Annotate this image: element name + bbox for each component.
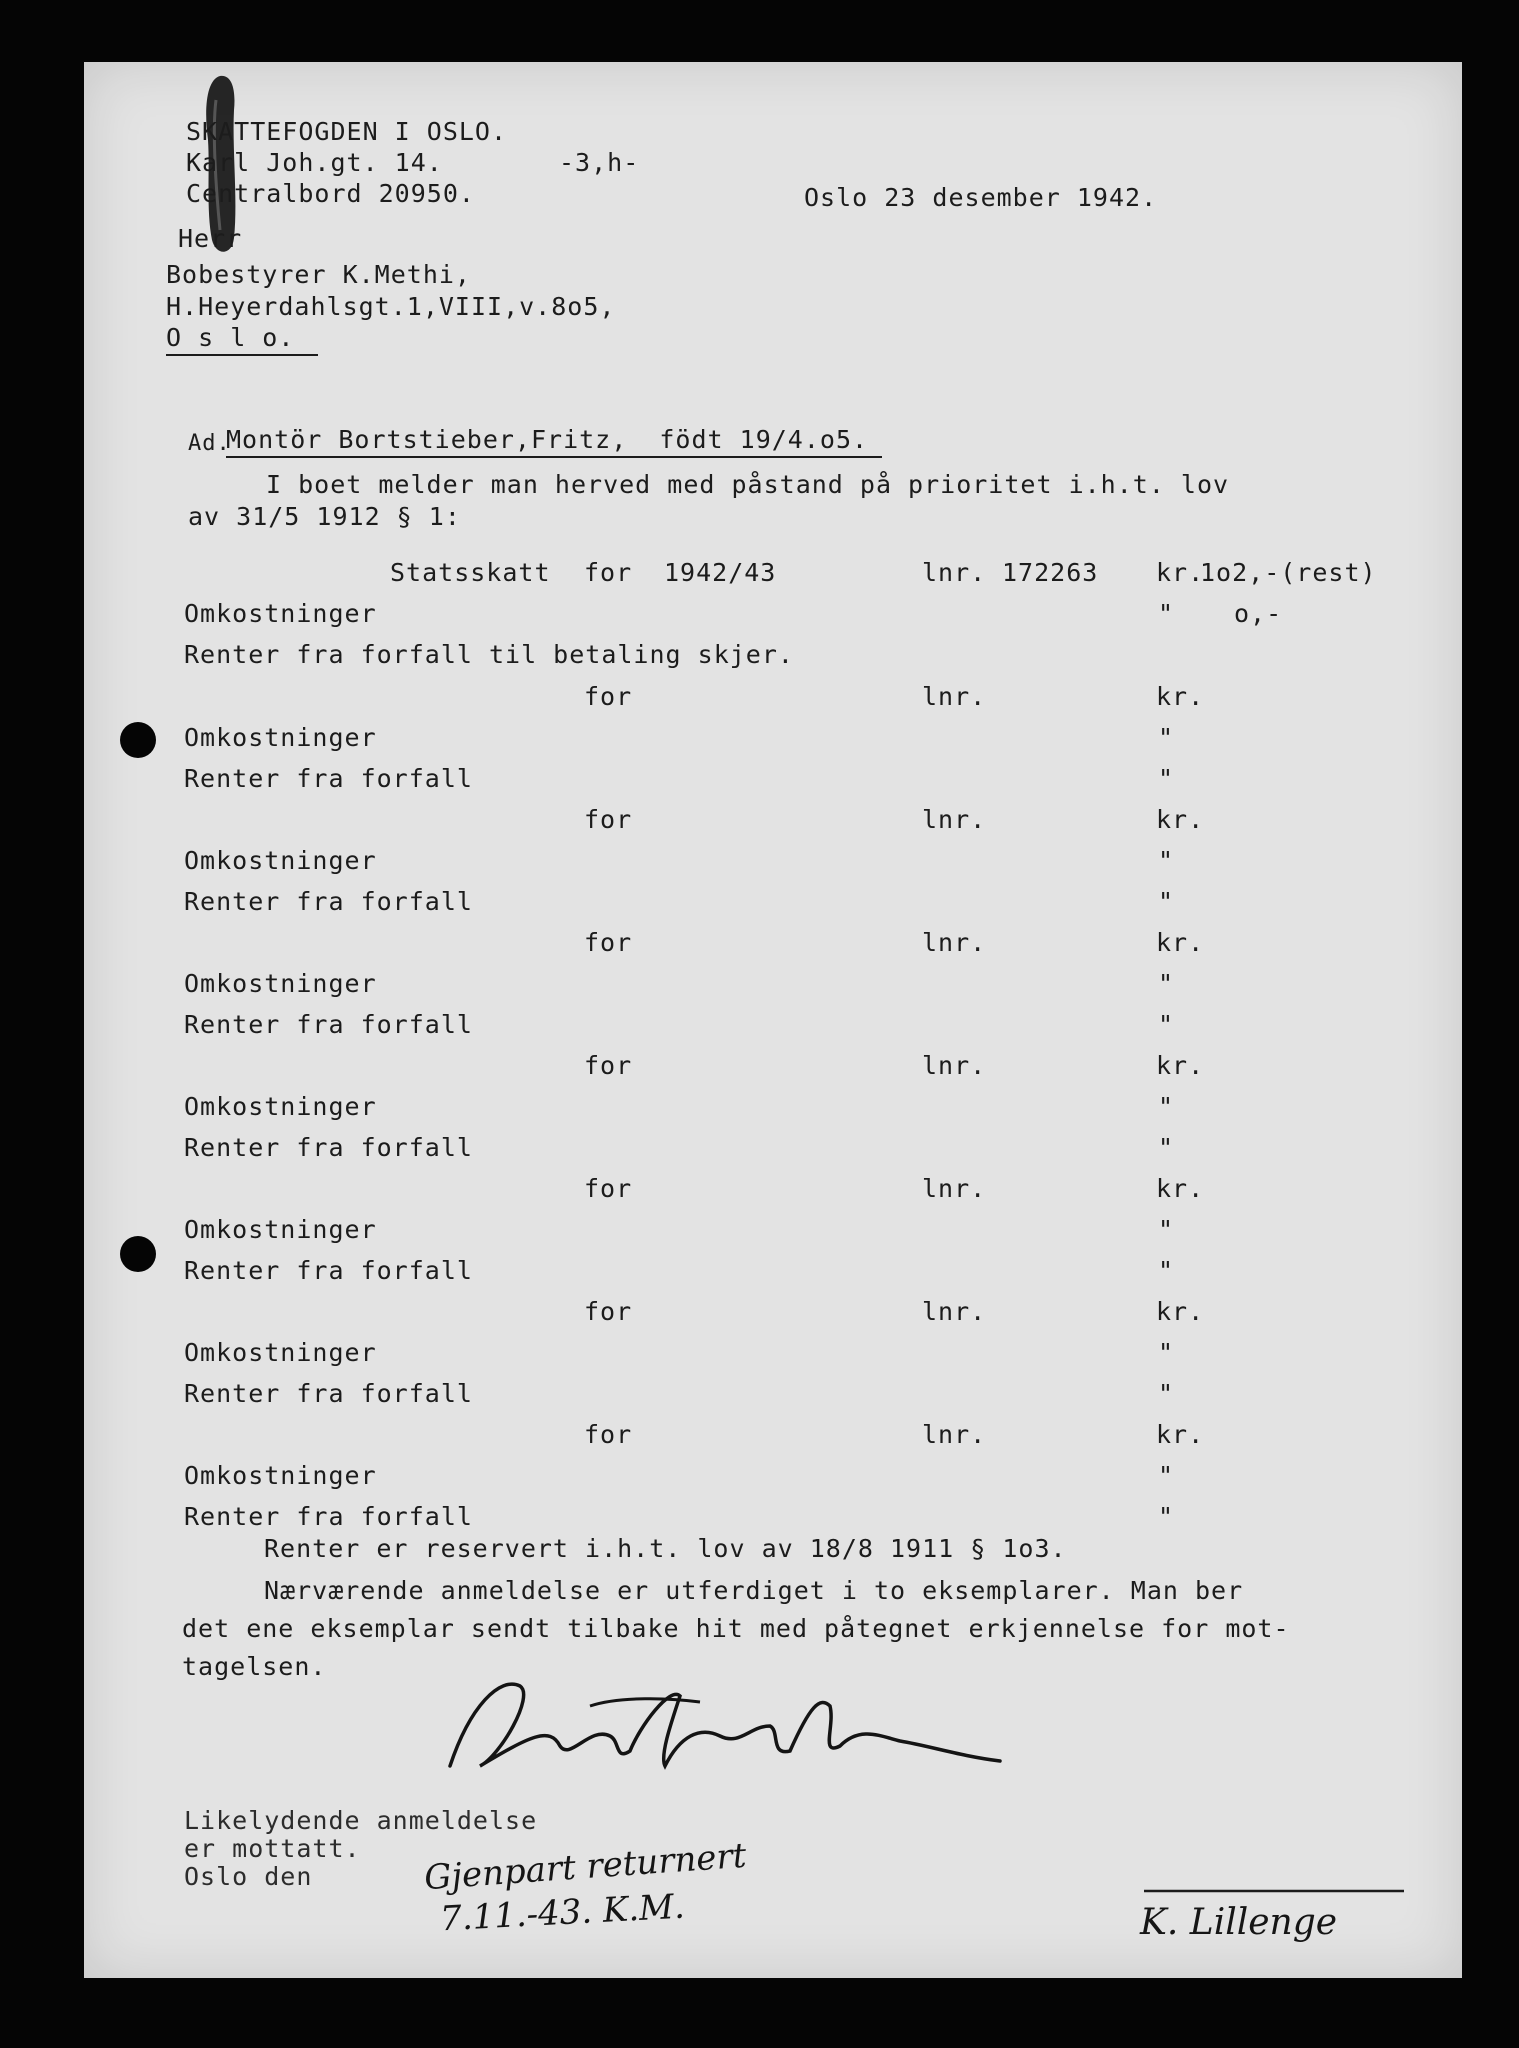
claim-lnr-label: lnr.	[922, 928, 987, 957]
subject-prefix: Ad.	[188, 431, 231, 456]
claim-lnr-label: lnr.	[922, 558, 987, 587]
closing-line-1: Renter er reservert i.h.t. lov av 18/8 1911 § 1o3.	[264, 1534, 1067, 1563]
intro-line-2: av 31/5 1912 § 1:	[188, 502, 461, 531]
claim-tax-type: Statsskatt	[390, 558, 551, 587]
claim-costs-mark: "	[1158, 969, 1175, 998]
claim-costs-mark: "	[1158, 846, 1175, 875]
sender-name: SKATTEFOGDEN I OSLO.	[186, 117, 508, 146]
recipient-signature: K. Lillenge	[1140, 1902, 1338, 1943]
claim-for-label: for	[584, 928, 633, 957]
claim-kr-label: kr.	[1156, 805, 1205, 834]
closing-line-2: Nærværende anmeldelse er utferdiget i to eksemplarer. Man ber	[264, 1576, 1244, 1605]
claim-costs-amount: o,-	[1234, 599, 1283, 628]
claim-interest-mark: "	[1158, 1133, 1175, 1162]
document-page	[84, 62, 1462, 1978]
punch-hole-top	[120, 722, 156, 758]
subject-text: Montör Bortstieber,Fritz, födt 19/4.o5.	[226, 425, 882, 458]
recipient-signature-line	[1144, 1888, 1404, 1894]
claim-costs-mark: "	[1158, 723, 1175, 752]
claim-lnr-label: lnr.	[922, 805, 987, 834]
recipient-salutation: Herr	[178, 224, 243, 253]
sender-street: Karl Joh.gt. 14.	[186, 148, 443, 177]
claim-costs-label: Omkostninger	[184, 1215, 377, 1244]
receipt-line-2: er mottatt.	[184, 1834, 361, 1863]
claim-lnr-label: lnr.	[922, 1174, 987, 1203]
recipient-address: H.Heyerdahlsgt.1,VIII,v.8o5,	[166, 292, 616, 321]
claim-for-label: for	[584, 1051, 633, 1080]
claim-for-label: for	[584, 682, 633, 711]
claim-costs-label: Omkostninger	[184, 599, 377, 628]
claim-costs-label: Omkostninger	[184, 1338, 377, 1367]
claim-kr-label: kr.	[1156, 928, 1205, 957]
claim-lnr: 172263	[1002, 558, 1099, 587]
claim-kr-label: kr.	[1156, 682, 1205, 711]
claim-interest-label: Renter fra forfall	[184, 1133, 473, 1162]
claim-costs-label: Omkostninger	[184, 969, 377, 998]
claim-for-label: for	[584, 1420, 633, 1449]
closing-line-3: det ene eksemplar sendt tilbake hit med påtegnet erkjennelse for mot-	[182, 1614, 1290, 1643]
claim-interest-label: Renter fra forfall	[184, 1256, 473, 1285]
claim-interest-label: Renter fra forfall	[184, 887, 473, 916]
claim-for-label: for	[584, 805, 633, 834]
closing-line-4: tagelsen.	[182, 1652, 327, 1681]
claim-costs-mark: "	[1158, 1215, 1175, 1244]
letter-date: Oslo 23 desember 1942.	[804, 183, 1158, 212]
claim-costs-label: Omkostninger	[184, 846, 377, 875]
handwritten-note-2: 7.11.-43. K.M.	[439, 1886, 686, 1940]
claim-kr-label: kr.	[1156, 1420, 1205, 1449]
claim-interest-mark: "	[1158, 1010, 1175, 1039]
claim-costs-mark: "	[1158, 1338, 1175, 1367]
recipient-city: O s l o.	[166, 323, 318, 356]
sender-postal-giro: Centralbord 20950.	[186, 179, 475, 208]
recipient-name: Bobestyrer K.Methi,	[166, 260, 471, 289]
claim-lnr-label: lnr.	[922, 1297, 987, 1326]
claim-kr-label: kr.	[1156, 1297, 1205, 1326]
claim-interest-label: Renter fra forfall	[184, 1010, 473, 1039]
claim-kr-label: kr.	[1156, 1174, 1205, 1203]
claim-interest-mark: "	[1158, 887, 1175, 916]
claim-interest-label: Renter fra forfall	[184, 1502, 473, 1531]
claim-for-label: for	[584, 558, 633, 587]
claim-lnr-label: lnr.	[922, 1051, 987, 1080]
claim-kr-label: kr.	[1156, 1051, 1205, 1080]
claim-costs-mark: "	[1158, 599, 1175, 628]
intro-line-1: I boet melder man herved med påstand på prioritet i.h.t. lov	[266, 470, 1230, 499]
claim-year: 1942/43	[664, 558, 777, 587]
handwritten-note-1: Gjenpart returnert	[422, 1835, 748, 1899]
claim-for-label: for	[584, 1174, 633, 1203]
claim-costs-label: Omkostninger	[184, 723, 377, 752]
claim-lnr-label: lnr.	[922, 1420, 987, 1449]
claim-kr-label: kr.	[1156, 558, 1205, 587]
claim-for-label: for	[584, 1297, 633, 1326]
claim-interest-label: Renter fra forfall til betaling skjer.	[184, 640, 794, 669]
claim-costs-label: Omkostninger	[184, 1461, 377, 1490]
claim-interest-label: Renter fra forfall	[184, 764, 473, 793]
claim-costs-mark: "	[1158, 1461, 1175, 1490]
claim-interest-mark: "	[1158, 764, 1175, 793]
receipt-line-1: Likelydende anmeldelse	[184, 1806, 538, 1835]
claim-interest-label: Renter fra forfall	[184, 1379, 473, 1408]
claim-costs-mark: "	[1158, 1092, 1175, 1121]
claim-interest-mark: "	[1158, 1379, 1175, 1408]
claim-interest-mark: "	[1158, 1502, 1175, 1531]
claim-costs-label: Omkostninger	[184, 1092, 377, 1121]
receipt-line-3: Oslo den	[184, 1862, 313, 1891]
main-signature	[440, 1666, 1010, 1786]
punch-hole-bottom	[120, 1236, 156, 1272]
claim-lnr-label: lnr.	[922, 682, 987, 711]
claim-interest-mark: "	[1158, 1256, 1175, 1285]
claim-amount: 1o2,-(rest)	[1200, 558, 1377, 587]
sender-reference: -3,h-	[559, 148, 640, 177]
